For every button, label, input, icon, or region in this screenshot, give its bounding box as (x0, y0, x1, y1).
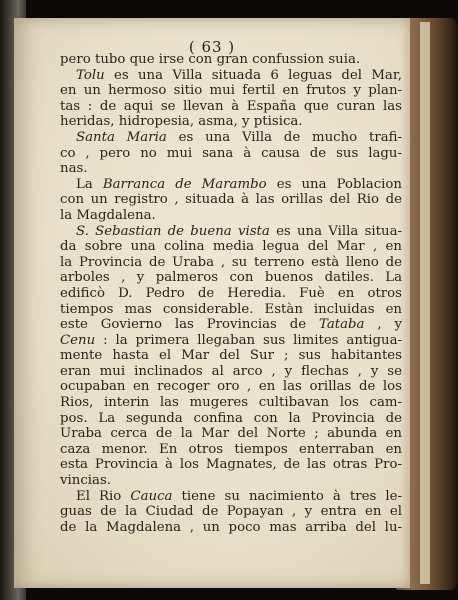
text-line (60, 224, 402, 240)
text-segment: pos. La segunda confina con la Provincia de (60, 410, 402, 426)
page-text (60, 52, 402, 535)
text-segment: heridas, hidropesia, asma, y ptisica. (60, 114, 303, 130)
text-segment: El Rio (76, 488, 131, 504)
text-segment: tiempos mas considerable. Estàn incluidas en (60, 301, 402, 317)
text-line (60, 52, 402, 68)
text-segment: con un registro , situada à las orillas del Rio de (60, 192, 402, 208)
text-line (60, 504, 402, 520)
text-line (60, 411, 402, 427)
text-line (60, 302, 402, 318)
text-segment: guas de la Ciudad de Popayan , y entra en el (60, 504, 402, 520)
text-segment: pero tubo que irse con gran confussion suia. (60, 52, 361, 67)
text-line (60, 130, 402, 146)
page-edges (420, 22, 430, 584)
text-segment: co , pero no mui sana à causa de sus lagu- (60, 145, 402, 161)
text-line (60, 114, 402, 130)
text-line (60, 192, 402, 208)
text-line (60, 208, 402, 224)
text-line (60, 426, 402, 442)
text-segment: ocupaban en recoger oro , en las orillas de los (60, 379, 402, 395)
text-line (60, 68, 402, 84)
text-segment: mente hasta el Mar del Sur ; sus habitantes (60, 348, 402, 364)
text-line (60, 473, 402, 489)
text-segment: en un hermoso sitio mui fertil en frutos y plan- (60, 83, 402, 99)
text-segment: Uraba cerca de la Mar del Norte ; abunda en (60, 426, 402, 442)
text-line (60, 99, 402, 115)
text-segment: La (76, 176, 103, 192)
page-number: ( 63 ) (188, 38, 236, 56)
text-segment: arboles , y palmeros con buenos datiles. La (60, 270, 402, 286)
text-segment: eran mui inclinados al arco , y flechas , y se (60, 363, 402, 379)
text-line (60, 364, 402, 380)
italic-term: S. Sebastian de buena vista (76, 223, 270, 239)
italic-term: Cauca (130, 488, 173, 504)
text-segment: edificò D. Pedro de Heredia. Fuè en otros (60, 285, 402, 301)
text-line (60, 146, 402, 162)
text-line (60, 395, 402, 411)
text-segment: da sobre una colina media legua del Mar , en (60, 239, 402, 255)
text-segment: Rios, interin las mugeres cultibavan los cam- (60, 395, 402, 411)
italic-term: Tataba (319, 317, 365, 333)
text-segment: es una Villa de mucho trafi- (166, 129, 402, 145)
italic-term: Tolu (76, 67, 105, 83)
text-segment: : la primera llegaban sus limites antigua- (95, 332, 402, 348)
text-segment: este Govierno las Provincias de (60, 317, 319, 333)
text-segment: esta Provincia à los Magnates, de las otras Pro- (60, 457, 402, 473)
text-line (60, 255, 402, 271)
text-line (60, 457, 402, 473)
text-line (60, 348, 402, 364)
text-segment: caza menor. En otros tiempos enterraban en (60, 441, 402, 457)
text-segment: es una Villa situada 6 leguas del Mar, (104, 67, 402, 83)
book-page (14, 18, 410, 588)
text-segment: la Provincia de Uraba , su terreno està lleno de (60, 254, 402, 270)
italic-term: Cenu (60, 332, 96, 348)
text-segment: es una Villa situa- (269, 223, 402, 239)
text-segment: nas. (60, 161, 88, 177)
text-segment: tiene su nacimiento à tres le- (172, 488, 403, 504)
italic-term: Santa Maria (76, 129, 167, 145)
text-line (60, 177, 402, 193)
text-line (60, 83, 402, 99)
text-segment: de la Magdalena , un poco mas arriba del lu- (60, 519, 402, 535)
text-segment: es una Poblacion (266, 176, 402, 192)
text-line (60, 489, 402, 505)
text-line (60, 379, 402, 395)
text-line (60, 317, 402, 333)
text-segment: la Magdalena. (60, 207, 156, 223)
italic-term: Barranca de Marambo (102, 176, 267, 192)
text-segment: , y (364, 317, 402, 333)
text-line (60, 239, 402, 255)
text-line (60, 442, 402, 458)
text-line (60, 286, 402, 302)
text-line (60, 270, 402, 286)
text-segment: tas : de aqui se llevan à España que curan las (60, 98, 402, 114)
text-line (60, 520, 402, 536)
text-line (60, 161, 402, 177)
text-segment: vincias. (60, 473, 112, 489)
text-line (60, 333, 402, 349)
